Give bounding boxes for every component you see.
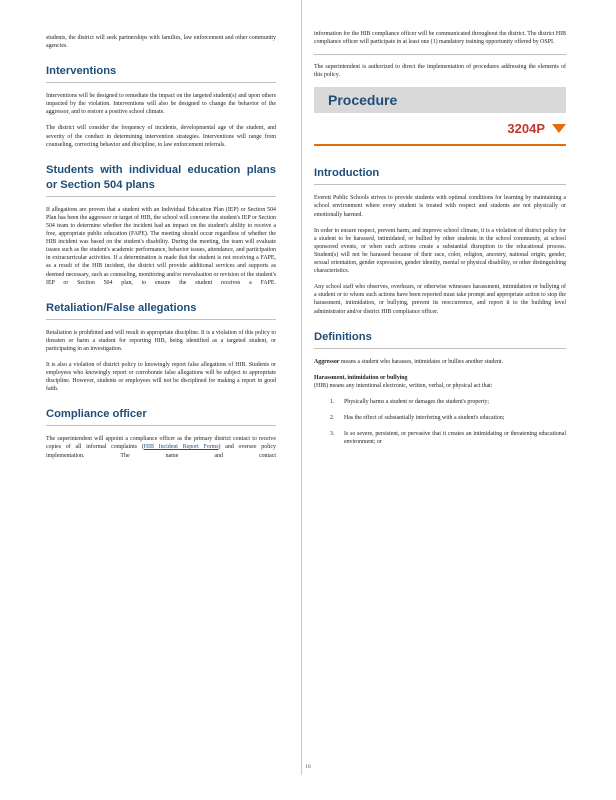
heading-rule xyxy=(314,348,566,349)
aggressor-text: means a student who harasses, intimidates or bullies another student. xyxy=(340,358,504,365)
introduction-paragraph-3: Any school staff who observes, overhears, or otherwise witnesses harassment, intimidation or bullying of a student or to whom such actions have been reported must take prompt and appropriate action to stop the harassment, intimidation, or bullying, prevent its reoccurrence, and report it to the building level administrator and/or district HIB compliance officer. xyxy=(314,284,566,315)
list-item xyxy=(314,414,566,422)
hib-term: Harassment, intimidation or bullying xyxy=(314,374,408,381)
procedure-rule xyxy=(314,144,566,146)
compliance-text-before: The superintendent will appoint a compliance officer as the primary district contact to receive copies of all informal complaints ( xyxy=(46,436,276,451)
compliance-officer-heading: Compliance officer xyxy=(46,408,147,421)
list-item-number: 3. xyxy=(330,431,335,438)
retaliation-heading: Retaliation/False allegations xyxy=(46,301,197,314)
retaliation-paragraph-2: It is also a violation of district policy to knowingly report false allegations of HIB. Students or employees who knowingly report or corroborate false allegations will be subject to appropriate discipline. However, students or employees will not be disciplined for making a report in good faith. xyxy=(46,361,276,393)
procedure-label: Procedure xyxy=(328,92,398,109)
list-item xyxy=(314,398,566,406)
hib-definition: (HIB) means any intentional electronic, written, verbal, or physical act that: xyxy=(314,382,493,389)
right-column xyxy=(314,30,566,454)
list-item-text: Physically harms a student or damages the student's property; xyxy=(344,398,490,405)
heading-rule xyxy=(46,82,276,83)
list-item-text: Has the effect of substantially interfering with a student's education; xyxy=(344,414,505,421)
procedure-banner xyxy=(314,87,566,113)
triangle-down-icon xyxy=(552,124,566,133)
iep-paragraph: If allegations are proven that a student with an Individual Education Plan (IEP) or Section 504 Plan has been the aggressor or target of HIB, the school will convene the student's IEP or Section 504 team to determine whether the incident had an impact on the student's ability to receive a free, appropriate public education (FAPE). The meeting should occur regardless of whether the HIB incident was based on the student's disability. During the meeting, the team will evaluate issues such as the student's academic performance, behavior issues, attendance, and participation in extracurricular activities. If a determination is made that the student is not receiving a FAPE, as a result of the HIB incident, the district will provide additional services and supports as deemed necessary, such as counseling, monitoring and/or reevaluation or revision of the student's IEP or Section 504 plan, to ensure the student receives a FAPE. xyxy=(46,206,276,286)
retaliation-paragraph-1: Retaliation is prohibited and will result in appropriate discipline. It is a violation of this policy to threaten or harm a student for reporting HIB, being identified as a targeted student, or participating in an investigation. xyxy=(46,329,276,352)
interventions-paragraph-1: Interventions will be designed to remediate the impact on the targeted student(s) and upon others impacted by the violation. Interventions will also be designed to change the behavior of the aggressor, and to restore a positive school climate. xyxy=(46,93,276,116)
aggressor-term: Aggressor xyxy=(314,358,340,365)
introduction-paragraph-1: Everett Public Schools strives to provide students with optimal conditions for learning by maintaining a school environment where every student is treated with respect and students are not physically or emotionally harmed. xyxy=(314,195,566,218)
aggressor-definition xyxy=(314,358,566,366)
heading-rule xyxy=(46,319,276,320)
compliance-text-after: ) and oversee policy implementation. The name and contact xyxy=(46,444,276,459)
intro-paragraph: students, the district will seek partnerships with families, law enforcement and other community agencies. xyxy=(46,35,276,50)
heading-rule xyxy=(46,425,276,426)
column-divider xyxy=(301,0,302,775)
list-item-number: 1. xyxy=(330,398,335,405)
heading-rule xyxy=(46,196,276,197)
heading-rule xyxy=(314,184,566,185)
superintendent-paragraph: The superintendent is authorized to direct the implementation of procedures addressing the elements of this policy. xyxy=(314,64,566,79)
procedure-code: 3204P xyxy=(507,121,545,137)
compliance-continued-paragraph: information for the HIB compliance officer will be communicated throughout the district. The district HIB compliance officer will participate in at least one (1) mandatory training opportunity offered by OSPI. xyxy=(314,31,566,46)
compliance-paragraph xyxy=(46,435,276,459)
left-column xyxy=(46,34,276,468)
list-item-number: 2. xyxy=(330,414,335,421)
section-rule xyxy=(314,54,566,55)
interventions-heading: Interventions xyxy=(46,65,117,78)
iep-heading: Students with individual education plans or Section 504 plans xyxy=(46,163,276,191)
list-item xyxy=(314,430,566,446)
definitions-heading: Definitions xyxy=(314,330,372,343)
hib-incident-report-forms-link[interactable]: HIB Incident Report Forms xyxy=(143,444,219,451)
page-number: 18 xyxy=(305,764,311,770)
procedure-code-row xyxy=(314,121,566,136)
introduction-paragraph-2: In order to ensure respect, prevent harm, and improve school climate, it is a violation of district policy for a student to be harassed, intimidated, or bullied by other students in the school community, at school sponsored events, or when such actions create a substantial disruption to the educational process. Student(s) will not be harassed because of their race, color, religion, ancestry, national origin, gender, sexual orientation, gender expression, gender identity, mental or physical disability, or other distinguishing characteristics. xyxy=(314,227,566,275)
introduction-heading: Introduction xyxy=(314,167,380,180)
interventions-paragraph-2: The district will consider the frequency of incidents, developmental age of the student, and severity of the conduct in determining intervention strategies. Interventions will range from counseling, correcting behavior and discipline, to law enforcement referrals. xyxy=(46,125,276,148)
list-item-text: Is so severe, persistent, or pervasive that it creates an intimidating or threatening educational environment; or xyxy=(344,431,566,446)
